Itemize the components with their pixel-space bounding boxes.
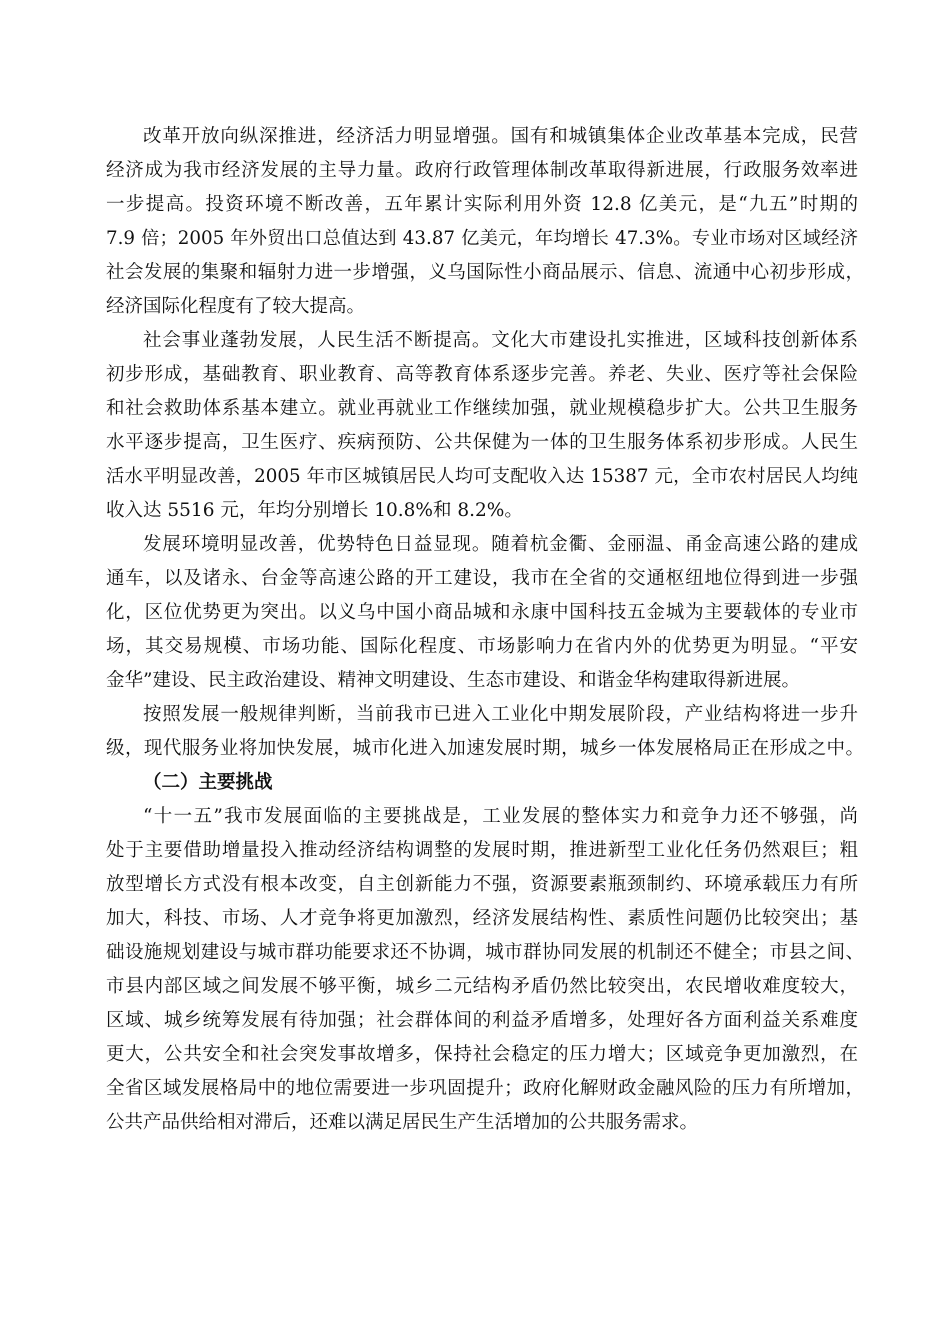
text-line: 改革开放向纵深推进，经济活力明显增强。国有和城镇集体企业改革基本完成，民营 xyxy=(143,126,858,147)
text-line: 市县内部区域之间发展不够平衡，城乡二元结构矛盾仍然比较突出，农民增收难度较大， xyxy=(106,976,858,997)
text-line: 础设施规划建设与城市群功能要求还不协调，城市群协同发展的机制还不健全；市县之间、 xyxy=(106,942,864,963)
text-line: 经济国际化程度有了较大提高。 xyxy=(106,296,366,317)
text-line: 金华”建设、民主政治建设、精神文明建设、生态市建设、和谐金华构建取得新进展。 xyxy=(106,670,800,691)
text-line: 经济成为我市经济发展的主导力量。政府行政管理体制改革取得新进展，行政服务效率进 xyxy=(106,160,858,181)
text-line: 通车，以及诸永、台金等高速公路的开工建设，我市在全省的交通枢纽地位得到进一步强 xyxy=(106,568,858,589)
text-line: 社会发展的集聚和辐射力进一步增强，义乌国际性小商品展示、信息、流通中心初步形成， xyxy=(106,262,864,283)
text-line: 7.9 倍；2005 年外贸出口总值达到 43.87 亿美元，年均增长 47.3%。专业市场对区域经济 xyxy=(106,228,858,249)
section-heading: （二）主要挑战 xyxy=(143,772,273,793)
text-line: 发展环境明显改善，优势特色日益显现。随着杭金衢、金丽温、甬金高速公路的建成 xyxy=(143,534,858,555)
text-line: 场，其交易规模、市场功能、国际化程度、市场影响力在省内外的优势更为明显。“平安 xyxy=(106,636,858,657)
text-line: 级，现代服务业将加快发展，城市化进入加速发展时期，城乡一体发展格局正在形成之中。 xyxy=(106,738,864,759)
text-line: 公共产品供给相对滞后，还难以满足居民生产生活增加的公共服务需求。 xyxy=(106,1112,699,1133)
text-line: 初步形成，基础教育、职业教育、高等教育体系逐步完善。养老、失业、医疗等社会保险 xyxy=(106,364,858,385)
text-line: 活水平明显改善，2005 年市区城镇居民人均可支配收入达 15387 元，全市农村居民人均纯 xyxy=(106,466,858,487)
text-line: 处于主要借助增量投入推动经济结构调整的发展时期，推进新型工业化任务仍然艰巨；粗 xyxy=(106,840,858,861)
text-line: 更大，公共安全和社会突发事故增多，保持社会稳定的压力增大；区域竞争更加激烈，在 xyxy=(106,1044,858,1065)
text-line: 放型增长方式没有根本改变，自主创新能力不强，资源要素瓶颈制约、环境承载压力有所 xyxy=(106,874,858,895)
text-line: 化，区位优势更为突出。以义乌中国小商品城和永康中国科技五金城为主要载体的专业市 xyxy=(106,602,858,623)
text-line: 全省区域发展格局中的地位需要进一步巩固提升；政府化解财政金融风险的压力有所增加， xyxy=(106,1078,864,1099)
text-line: “十一五”我市发展面临的主要挑战是，工业发展的整体实力和竞争力还不够强，尚 xyxy=(143,806,858,827)
text-line: 和社会救助体系基本建立。就业再就业工作继续加强，就业规模稳步扩大。公共卫生服务 xyxy=(106,398,858,419)
text-line: 加大，科技、市场、人才竞争将更加激烈，经济发展结构性、素质性问题仍比较突出；基 xyxy=(106,908,858,929)
text-line: 水平逐步提高，卫生医疗、疾病预防、公共保健为一体的卫生服务体系初步形成。人民生 xyxy=(106,432,858,453)
text-line: 社会事业蓬勃发展，人民生活不断提高。文化大市建设扎实推进，区域科技创新体系 xyxy=(143,330,858,351)
text-line: 收入达 5516 元，年均分别增长 10.8%和 8.2%。 xyxy=(106,500,523,521)
text-line: 按照发展一般规律判断，当前我市已进入工业化中期发展阶段，产业结构将进一步升 xyxy=(143,704,858,725)
text-line: 区域、城乡统筹发展有待加强；社会群体间的利益矛盾增多，处理好各方面利益关系难度 xyxy=(106,1010,858,1031)
text-line: 一步提高。投资环境不断改善，五年累计实际利用外资 12.8 亿美元，是“九五”时期的 xyxy=(106,194,858,215)
